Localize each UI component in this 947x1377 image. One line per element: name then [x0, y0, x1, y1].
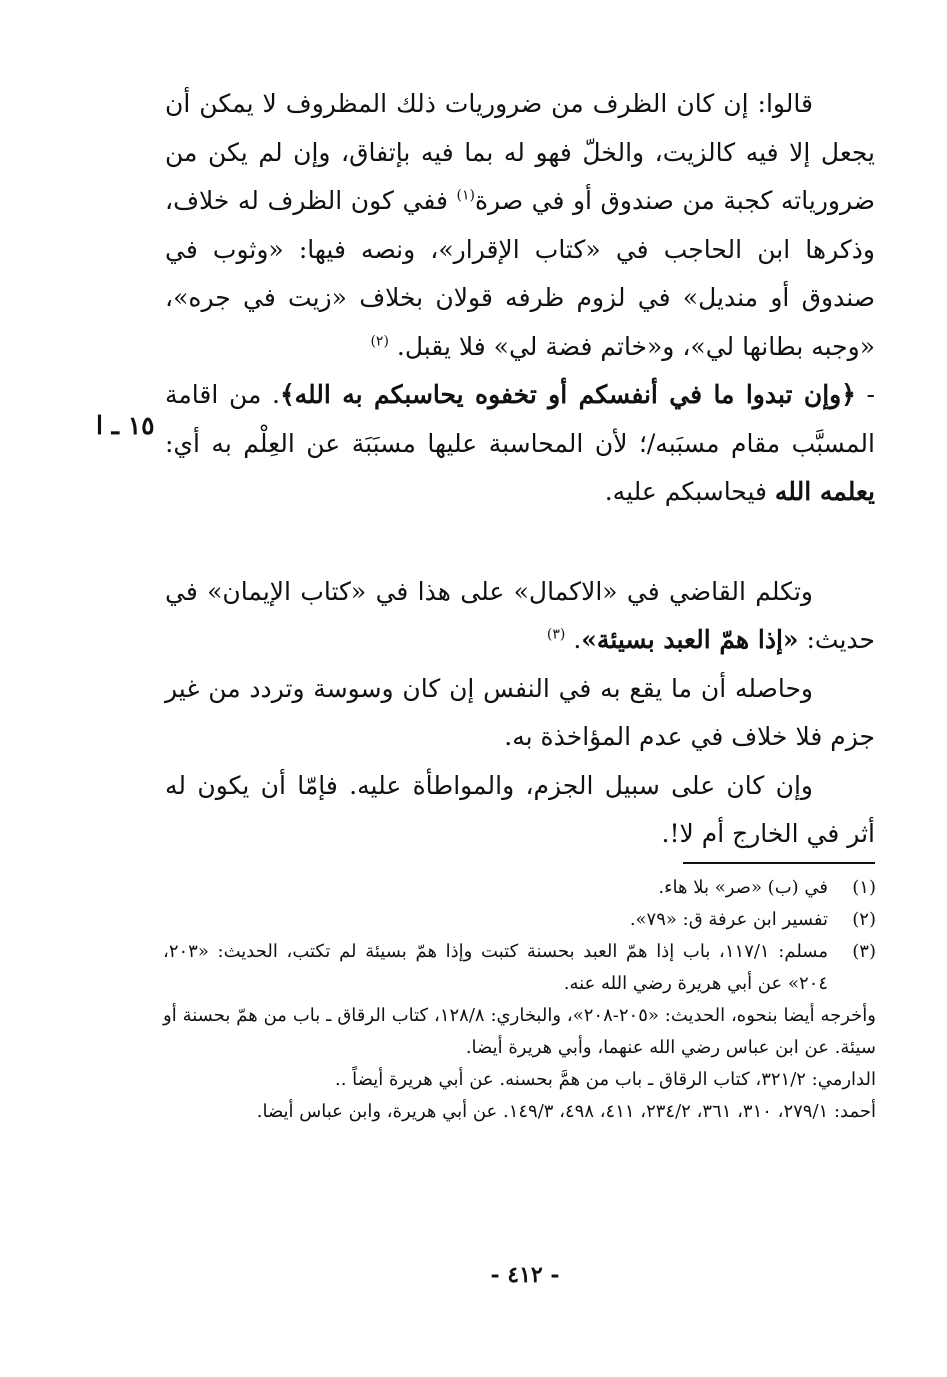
footnote-3-continued: وأخرجه أيضا بنحوه، الحديث: «٢٠٥-٢٠٨»، والبخاري: ١٢٨/٨، كتاب الرقاق ـ باب من همّ بحسنة أو سيئة. عن ابن عباس رضي الله عنهما، وأبي هريرة أيضا. — [163, 1005, 877, 1058]
footnote-number: (١) — [852, 877, 876, 898]
paragraph-4: وإن كان على سبيل الجزم، والمواطأة عليه. فإمّا أن يكون له أثر في الخارج أم لا!. — [165, 770, 875, 848]
footnote-text: مسلم: ١١٧/١، باب إذا همّ العبد بحسنة كتبت وإذا همّ بسيئة لم تكتب، الحديث: «٢٠٣، ٢٠٤» عن أبي هريرة رضي الله عنه. — [163, 941, 828, 994]
footnote-text: تفسير ابن عرفة ق: «٧٩». — [629, 909, 828, 930]
verse-commentary-end: فيحاسبكم عليه. — [604, 477, 775, 506]
hadith-quote: «إذا همّ العبد بسيئة» — [581, 625, 799, 654]
page-number: - ٤١٢ - — [490, 1262, 560, 1288]
main-text-block — [165, 80, 875, 859]
manuscript-folio-ref: ١٥ ـ ا — [96, 411, 155, 440]
footnote-ref-2: (٢) — [370, 333, 389, 350]
footnote-divider — [683, 862, 875, 864]
paragraph-gap — [165, 517, 875, 568]
paragraph-3: وحاصله أن ما يقع به في النفس إن كان وسوسة وتردد من غير جزم فلا خلاف في عدم المؤاخذة به. — [165, 673, 875, 751]
quran-verse: ﴿وإن تبدوا ما في أنفسكم أو تخفوه يحاسبكم به الله﴾ — [279, 380, 856, 409]
footnote-ref-1: (١) — [456, 187, 475, 204]
verse-paragraph — [165, 371, 875, 517]
footnote-text: في (ب) «صر» بلا هاء. — [658, 877, 828, 898]
verse-commentary: . من اقامة المسبَّب مقام مسبَبه/؛ لأن المحاسبة عليها مسبَبَة عن العِلْم به أي: — [165, 380, 875, 458]
footnote-3 — [163, 936, 876, 1000]
paragraph-1b-text: ففي كون الظرف له خلاف، وذكرها ابن الحاجب في «كتاب الإقرار»، ونصه فيها: «وثوب في صندوق أو منديل» في لزوم ظرفه قولان بخلاف «زيت في جره»، «وجبه بطانها لي»، و«خاتم فضة لي» فلا يقبل. — [165, 186, 875, 361]
footnote-number: (٢) — [852, 909, 876, 930]
footnote-number: (٣) — [852, 941, 876, 962]
paragraph-2 — [165, 568, 875, 665]
footnote-1 — [163, 872, 876, 904]
footnote-3-continued: أحمد: ٢٧٩/١، ٣١٠، ٣٦١، ٢٣٤/٢، ٤١١، ٤٩٨، ١٤٩/٣. عن أبي هريرة، وابن عباس أيضا. — [256, 1101, 876, 1122]
footnotes-block — [163, 872, 876, 1128]
paragraph-1-text: قالوا: إن كان الظرف من ضروريات ذلك المظروف لا يمكن أن يجعل إلا فيه كالزيت، والخلّ فهو له بما فيه بإتفاق، وإن لم يكن من ضرورياته كجبة من صندوق أو في صرة — [165, 89, 875, 215]
verse-commentary-bold: يعلمه الله — [774, 477, 875, 506]
verse-dash: - — [855, 380, 875, 409]
footnote-ref-3: (٣) — [546, 626, 566, 643]
footnote-2 — [163, 904, 876, 936]
paragraph-1 — [165, 80, 875, 371]
paragraph-2-end: . — [573, 625, 582, 654]
paragraph-2-text: وتكلم القاضي في «الاكمال» على هذا في «كتاب الإيمان» في حديث: — [165, 576, 875, 654]
footnote-3-continued: الدارمي: ٣٢١/٢، كتاب الرقاق ـ باب من همَّ بحسنه. عن أبي هريرة أيضاً .. — [334, 1069, 876, 1090]
